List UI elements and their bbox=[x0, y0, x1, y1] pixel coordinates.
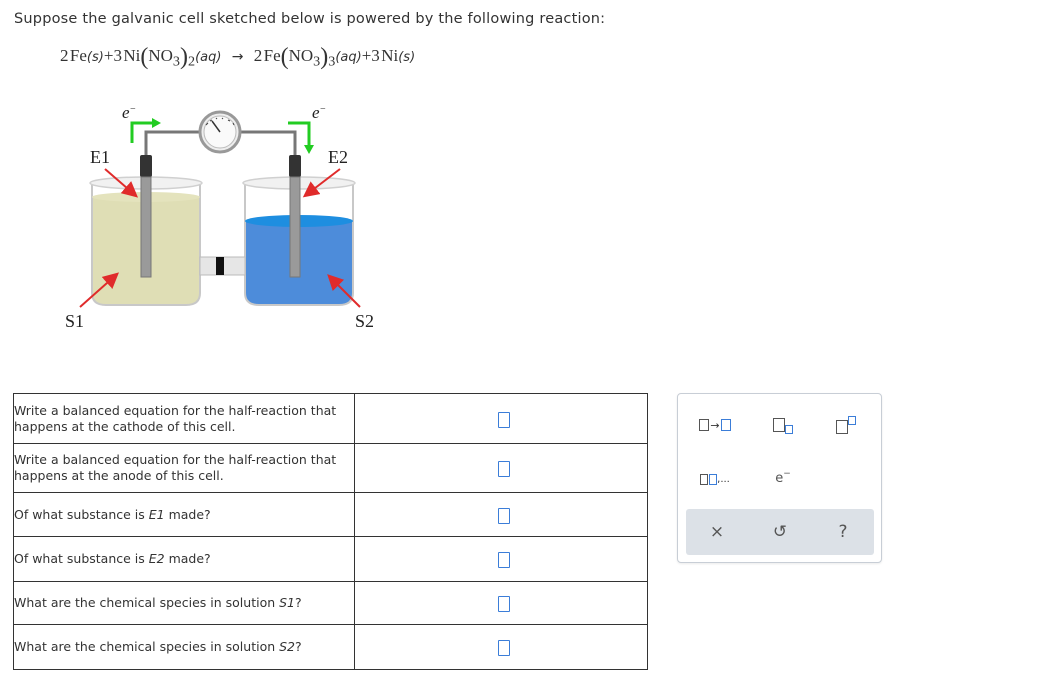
undo-button[interactable] bbox=[749, 509, 811, 555]
electron-label-right: e− bbox=[312, 103, 327, 122]
salt-bridge bbox=[200, 257, 245, 275]
problem-prompt: Suppose the galvanic cell sketched below is powered by the following reaction: bbox=[14, 11, 606, 27]
label-s2: S2 bbox=[355, 311, 375, 331]
question-s2: What are the chemical species in solution S2? bbox=[14, 625, 355, 670]
close-icon: × bbox=[709, 522, 725, 542]
math-palette bbox=[677, 393, 882, 563]
question-table bbox=[13, 393, 648, 670]
list-button[interactable]: ,... bbox=[690, 468, 740, 490]
table-row bbox=[14, 537, 648, 582]
superscript-button[interactable] bbox=[826, 412, 866, 436]
reaction-equation: 2 Fe(s)+3 $Ni(NO_3)_2(aq) \to 2$ $Fe(NO_3)_3(aq)+3$ Ni(s) bbox=[60, 44, 416, 70]
answer-input-cathode[interactable] bbox=[498, 412, 510, 428]
answer-input-e1[interactable] bbox=[498, 508, 510, 524]
help-button[interactable] bbox=[812, 509, 874, 555]
question-e1: Of what substance is E1 made? bbox=[14, 493, 355, 537]
galvanic-cell-diagram bbox=[50, 95, 390, 335]
question-e2: Of what substance is E2 made? bbox=[14, 537, 355, 582]
table-row bbox=[14, 394, 648, 444]
answer-input-anode[interactable] bbox=[498, 461, 510, 477]
electron-button[interactable]: e − bbox=[775, 469, 791, 486]
clear-button[interactable] bbox=[686, 509, 748, 555]
answer-input-e2[interactable] bbox=[498, 552, 510, 568]
answer-input-s1[interactable] bbox=[498, 596, 510, 612]
subscript-button[interactable] bbox=[763, 414, 803, 436]
table-row bbox=[14, 625, 648, 670]
undo-icon: ↺ bbox=[772, 522, 788, 542]
electron-label-left: e− bbox=[122, 103, 137, 122]
question-cathode: Write a balanced equation for the half-reaction that happens at the cathode of this cell. bbox=[14, 394, 355, 444]
answer-input-s2[interactable] bbox=[498, 640, 510, 656]
question-anode: Write a balanced equation for the half-reaction that happens at the anode of this cell. bbox=[14, 444, 355, 493]
electrode-e2 bbox=[289, 155, 301, 277]
label-e2: E2 bbox=[328, 147, 348, 167]
table-row bbox=[14, 493, 648, 537]
voltmeter bbox=[200, 112, 240, 152]
palette-toolbar bbox=[686, 509, 874, 555]
table-row bbox=[14, 444, 648, 493]
electron-flow-arrow-right bbox=[288, 123, 309, 145]
help-icon: ? bbox=[838, 522, 848, 542]
question-s1: What are the chemical species in solution S1? bbox=[14, 582, 355, 625]
table-row bbox=[14, 582, 648, 625]
electrode-e1 bbox=[140, 155, 152, 277]
label-e1: E1 bbox=[90, 147, 110, 167]
label-s1: S1 bbox=[65, 311, 85, 331]
reaction-arrow-button[interactable]: → bbox=[690, 414, 740, 436]
